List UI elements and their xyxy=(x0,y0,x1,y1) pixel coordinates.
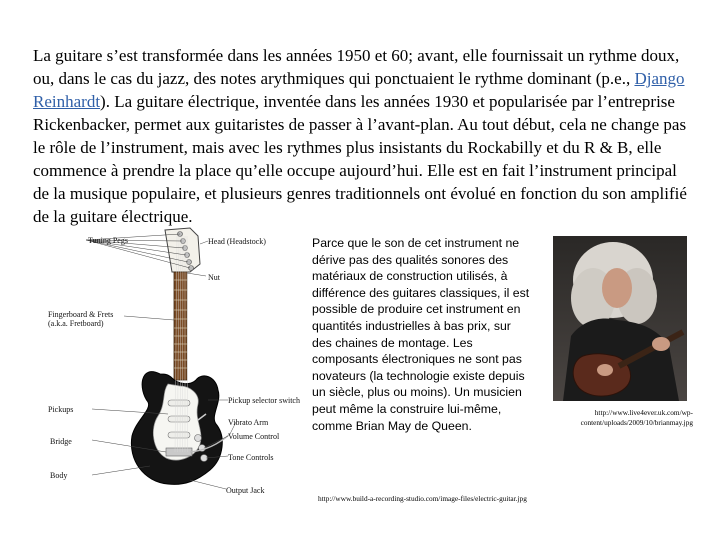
diagram-credit: http://www.build-a-recording-studio.com/image-files/electric-guitar.jpg xyxy=(318,494,527,503)
main-paragraph xyxy=(33,44,693,228)
brian-may-photo xyxy=(553,236,687,401)
label-body: Body xyxy=(50,471,68,480)
main-text-after-link: ). La guitare électrique, inventée dans les années 1930 et popularisée par l’entreprise Rickenbacker, permet aux guitaristes de passer à l’avant-plan. Au tout début, cela ne change pas le rôle de l’instrument, mais avec les rythmes plus insistants du Rockabilly et du R & B, elle commence à prendre la place qu’elle occupe aujourd’hui. Elle est en fait l’instrument principal de la musique populaire, et plusieurs genres traditionnels ont évolué en fonction du son amplifié de la guitare électrique. xyxy=(33,92,687,226)
photo-credit-line-2: content/uploads/2009/10/brianmay.jpg xyxy=(580,418,693,427)
guitar-illustration xyxy=(40,224,302,504)
guitarist-illustration xyxy=(553,236,687,401)
label-tuning-pegs: Tuning Pegs xyxy=(88,236,128,245)
label-head: Head (Headstock) xyxy=(208,237,266,246)
label-pickup-selector: Pickup selector switch xyxy=(228,396,300,405)
label-tone-controls: Tone Controls xyxy=(228,453,274,462)
photo-credit-line-1: http://www.live4ever.uk.com/wp- xyxy=(594,408,693,417)
django-reinhardt-link[interactable]: Django Reinhardt xyxy=(33,69,685,111)
label-volume-control: Volume Control xyxy=(228,432,280,441)
label-bridge: Bridge xyxy=(50,437,72,446)
label-fingerboard: Fingerboard & Frets xyxy=(48,310,114,319)
label-vibrato-arm: Vibrato Arm xyxy=(228,418,269,427)
main-text-before-link: La guitare s’est transformée dans les années 1950 et 60; avant, elle fournissait un rythme doux, ou, dans le cas du jazz, des notes arythmiques qui ponctuaient le rythme dominant (p.e., xyxy=(33,46,680,88)
label-pickups: Pickups xyxy=(48,405,74,414)
photo-credit xyxy=(533,408,693,428)
label-fingerboard-aka: (a.k.a. Fretboard) xyxy=(48,319,104,328)
label-nut: Nut xyxy=(208,273,220,282)
side-paragraph: Parce que le son de cet instrument ne dérive pas des qualités sonores des matériaux de construction utilisés, à différence des guitares classiques, il est possible de produire cet instrument en quantités industrielles à bas prix, sur des chaines de montage. Les composants électroniques ne sont pas novateurs (la technologie existe depuis un siècle, plus ou moins). Un musicien peut même la construire lui-même, comme Brian May de Queen. xyxy=(312,236,530,433)
guitar-diagram xyxy=(40,224,302,504)
label-output-jack: Output Jack xyxy=(226,486,265,495)
